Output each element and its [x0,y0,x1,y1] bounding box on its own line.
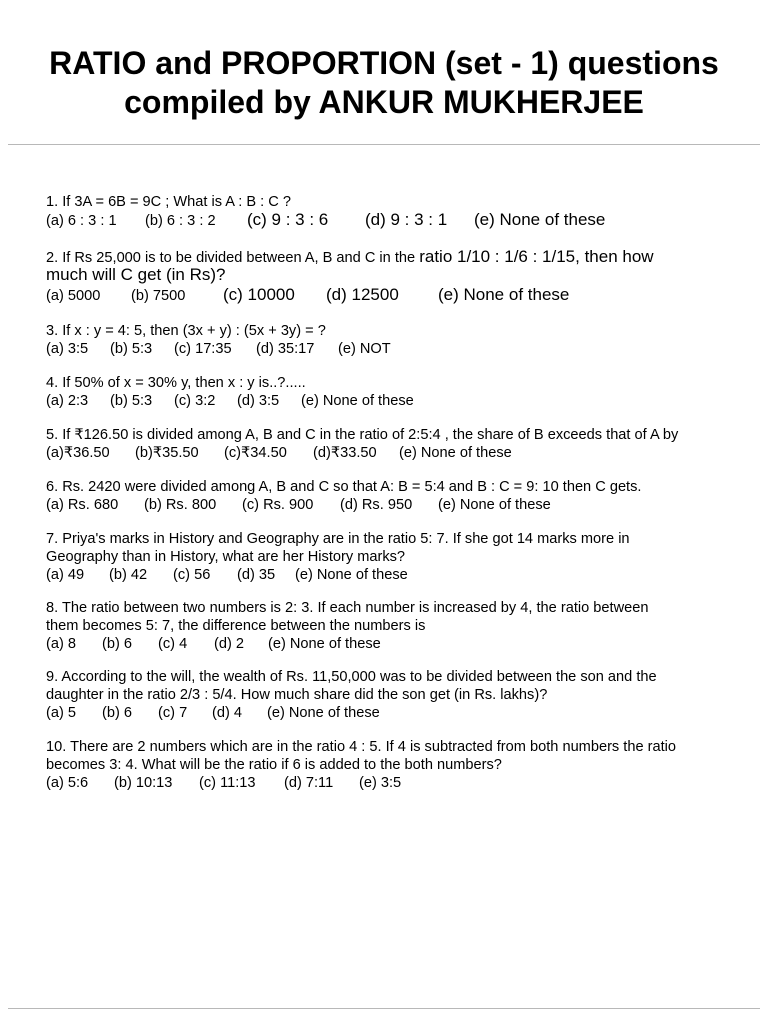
question-3-text: 3. If x : y = 4: 5, then (3x + y) : (5x + 3y) = ? [46,323,326,339]
q1-option-a: (a) 6 : 3 : 1 [46,213,117,229]
q4-option-e: (e) None of these [301,393,414,409]
question-4-options [46,392,414,410]
question-8-text-line-2: them becomes 5: 7, the difference between the numbers is [46,618,426,634]
q3-option-a: (a) 3:5 [46,341,89,357]
q6-option-c: (c) Rs. 900 [242,497,314,513]
q2-text-part-2: ratio 1/10 : 1/6 : 1/15, then how [419,247,654,266]
question-10-text-line-1: 10. There are 2 numbers which are in the ratio 4 : 5. If 4 is subtracted from both numbers the ratio [46,739,677,755]
top-divider [8,144,760,145]
q4-option-c: (c) 3:2 [174,393,216,409]
question-9-options [46,704,380,722]
q2-text-part-1: 2. If Rs 25,000 is to be divided between A, B and C in the [46,250,416,266]
q5-option-a: (a)₹36.50 [46,445,110,461]
question-8-options [46,635,381,653]
q10-option-e: (e) 3:5 [359,775,402,791]
q2-option-b: (b) 7500 [131,288,186,304]
q3-option-c: (c) 17:35 [174,341,232,357]
q3-option-e: (e) NOT [338,341,391,357]
question-9-text-line-1: 9. According to the will, the wealth of Rs. 11,50,000 was to be divided between the son and the [46,669,657,685]
q7-option-a: (a) 49 [46,567,85,583]
q9-option-e: (e) None of these [267,705,380,721]
q2-option-d: (d) 12500 [326,285,399,304]
q5-option-b: (b)₹35.50 [135,445,199,461]
q3-option-b: (b) 5:3 [110,341,153,357]
q6-option-e: (e) None of these [438,497,551,513]
q9-option-b: (b) 6 [102,705,133,721]
question-5-text: 5. If ₹126.50 is divided among A, B and C in the ratio of 2:5:4 , the share of B exceeds that of A by [46,427,679,443]
q4-option-a: (a) 2:3 [46,393,89,409]
q8-option-c: (c) 4 [158,636,188,652]
q5-option-e: (e) None of these [399,445,512,461]
question-9-text-line-2: daughter in the ratio 2/3 : 5/4. How much share did the son get (in Rs. lakhs)? [46,687,548,703]
title-line-2: compiled by ANKUR MUKHERJEE [124,84,644,120]
q4-option-d: (d) 3:5 [237,393,280,409]
q3-option-d: (d) 35:17 [256,341,315,357]
question-1-options [46,211,605,230]
q10-option-d: (d) 7:11 [284,775,334,791]
q7-option-b: (b) 42 [109,567,148,583]
q6-option-b: (b) Rs. 800 [144,497,217,513]
document-title [0,44,768,122]
q7-option-d: (d) 35 [237,567,276,583]
q4-option-b: (b) 5:3 [110,393,153,409]
q1-option-e: (e) None of these [474,210,606,229]
question-6-options [46,496,551,514]
q10-option-b: (b) 10:13 [114,775,173,791]
q6-option-d: (d) Rs. 950 [340,497,413,513]
question-4-text: 4. If 50% of x = 30% y, then x : y is..?..... [46,375,306,391]
q5-option-d: (d)₹33.50 [313,445,377,461]
q8-option-a: (a) 8 [46,636,77,652]
question-7-options [46,566,408,584]
question-7-text-line-1: 7. Priya's marks in History and Geography are in the ratio 5: 7. If she got 14 marks more in [46,531,630,547]
q5-option-c: (c)₹34.50 [224,445,287,461]
question-7-text-line-2: Geography than in History, what are her History marks? [46,549,406,565]
q2-option-c: (c) 10000 [223,285,295,304]
title-line-1: RATIO and PROPORTION (set - 1) questions [49,45,719,81]
question-2-text-line-2: much will C get (in Rs)? [46,265,226,284]
q9-option-c: (c) 7 [158,705,188,721]
question-1-text: 1. If 3A = 6B = 9C ; What is A : B : C ? [46,194,291,210]
q8-option-b: (b) 6 [102,636,133,652]
question-2-options [46,286,569,305]
question-10-text-line-2: becomes 3: 4. What will be the ratio if 6 is added to the both numbers? [46,757,502,773]
q9-option-d: (d) 4 [212,705,243,721]
q1-option-c: (c) 9 : 3 : 6 [247,210,329,229]
q1-option-d: (d) 9 : 3 : 1 [365,210,448,229]
q6-option-a: (a) Rs. 680 [46,497,119,513]
q1-option-b: (b) 6 : 3 : 2 [145,213,216,229]
q7-option-e: (e) None of these [295,567,408,583]
q2-option-a: (a) 5000 [46,288,101,304]
q8-option-d: (d) 2 [214,636,245,652]
question-3-options [46,340,391,358]
question-10-options [46,774,401,792]
q9-option-a: (a) 5 [46,705,77,721]
q10-option-c: (c) 11:13 [199,775,256,791]
bottom-divider [8,1008,760,1009]
question-8-text-line-1: 8. The ratio between two numbers is 2: 3. If each number is increased by 4, the ratio between [46,600,649,616]
q8-option-e: (e) None of these [268,636,381,652]
q2-option-e: (e) None of these [438,285,570,304]
q7-option-c: (c) 56 [173,567,211,583]
question-5-options [46,444,512,462]
q10-option-a: (a) 5:6 [46,775,89,791]
question-6-text: 6. Rs. 2420 were divided among A, B and C so that A: B = 5:4 and B : C = 9: 10 then C gets. [46,479,642,495]
